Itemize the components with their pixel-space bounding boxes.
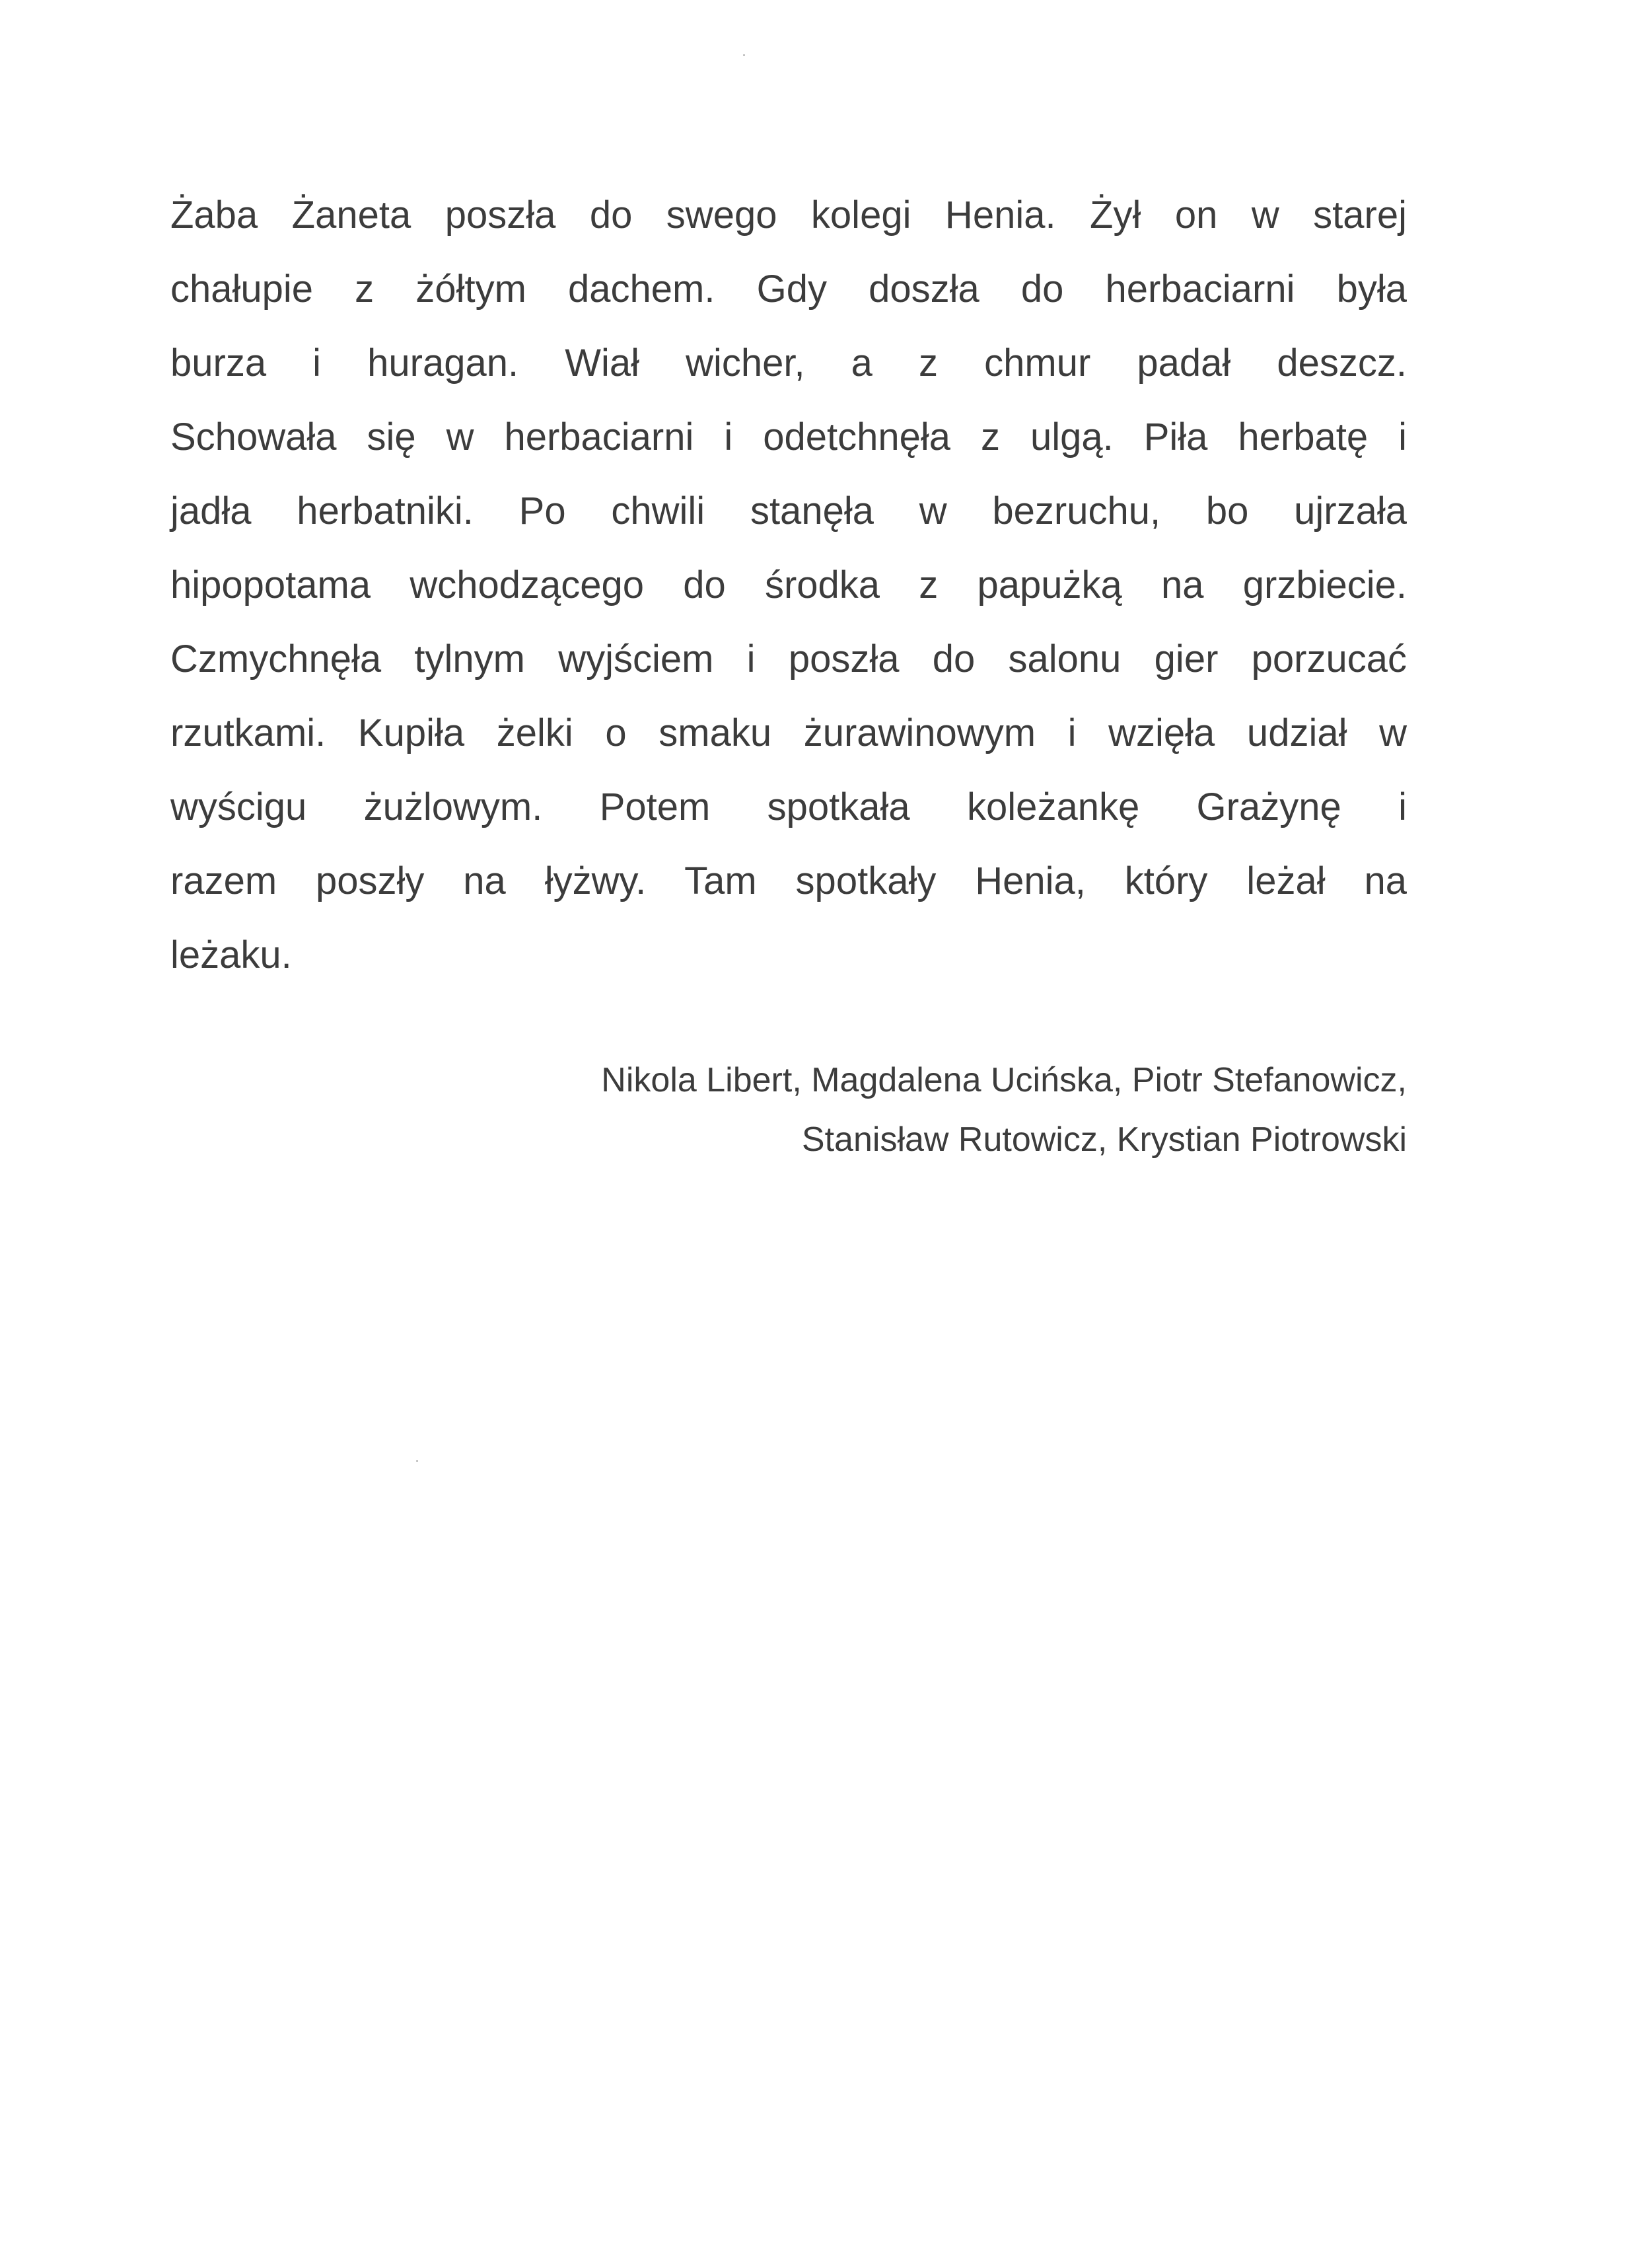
scan-speck xyxy=(416,1460,418,1462)
authors-line-1: Nikola Libert, Magdalena Ucińska, Piotr Stefanowicz, xyxy=(601,1061,1407,1099)
story-line: chałupie z żółtym dachem. Gdy doszła do herbaciarni była xyxy=(170,268,1407,311)
story-line: jadła herbatniki. Po chwili stanęła w bezruchu, bo ujrzała xyxy=(170,490,1407,532)
story-line: Schowała się w herbaciarni i odetchnęła z ulgą. Piła herbatę i xyxy=(170,416,1407,458)
story-line: rzutkami. Kupiła żelki o smaku żurawinowym i wzięła udział w xyxy=(170,712,1407,754)
scan-speck xyxy=(743,54,745,56)
authors-signature xyxy=(462,1050,1407,1169)
story-line: leżaku. xyxy=(170,933,292,976)
story-line: Czmychnęła tylnym wyjściem i poszła do salonu gier porzucać xyxy=(170,638,1407,680)
story-line: razem poszły na łyżwy. Tam spotkały Henia, który leżał na xyxy=(170,860,1407,902)
story-paragraph xyxy=(170,178,1407,992)
story-line: Żaba Żaneta poszła do swego kolegi Henia. Żył on w starej xyxy=(170,194,1407,237)
story-line: hipopotama wchodzącego do środka z papużką na grzbiecie. xyxy=(170,564,1407,606)
authors-line-2: Stanisław Rutowicz, Krystian Piotrowski xyxy=(801,1120,1407,1159)
story-line: wyścigu żużlowym. Potem spotkała koleżankę Grażynę i xyxy=(170,786,1407,828)
story-line: burza i huragan. Wiał wicher, a z chmur padał deszcz. xyxy=(170,342,1407,384)
